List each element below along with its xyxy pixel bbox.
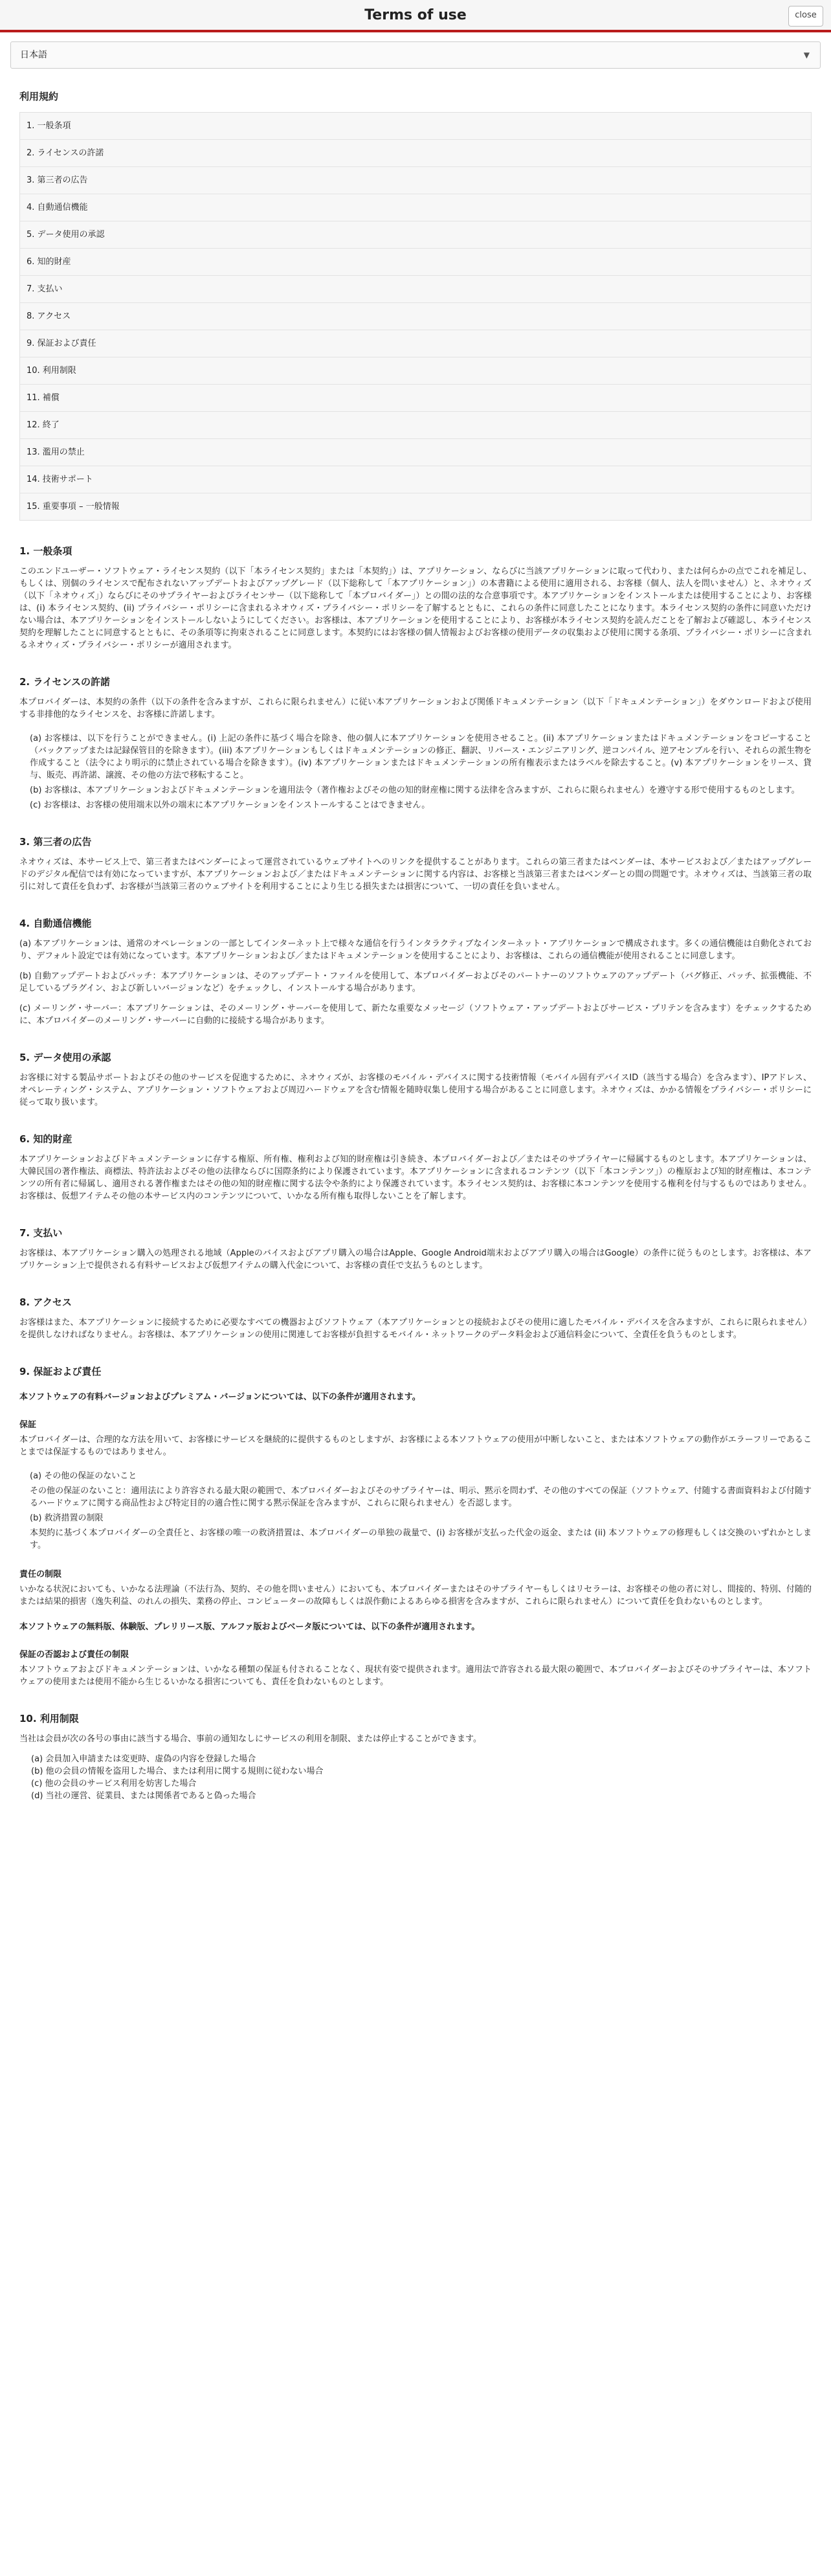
language-select[interactable]: [10, 41, 821, 69]
subheading: 保証の否認および責任の制限: [19, 1650, 129, 1660]
toc-item[interactable]: 12. 終了: [20, 412, 811, 439]
section-title: 9. 保証および責任: [19, 1366, 102, 1377]
toc-item[interactable]: 4. 自動通信機能: [20, 194, 811, 221]
section-title: 6. 知的財産: [19, 1133, 72, 1145]
clause-item: (b) 救済措置の制限: [30, 1513, 104, 1523]
section-paragraph: 当社は会員が次の各号の事由に該当する場合、事前の通知なしにサービスの利用を制限、または停止することができます。: [19, 1734, 482, 1744]
section-paragraph: ネオウィズは、本サービス上で、第三者またはベンダーによって運営されているウェブサイトへのリンクを提供することがあります。これらの第三者またはベンダーは、本サービスおよび／またはアップグレードのデジタル配信では有効になっていますが、本アプリケーションおよび／またはドキュメンテーションに関する内容は、お客様と当該第三者またはベンダーとの間の問題です。ネオウィズは、当該第三者の取引に対して責任を負わず、お客様が当該第三者のウェブサイトを利用することにより生じる損失または損害について、一切の責任を負いません。: [19, 857, 812, 892]
list-item: (c) 他の会員のサービス利用を妨害した場合: [31, 1779, 197, 1789]
chevron-down-icon: ▼: [803, 51, 810, 60]
clause-item: (a) その他の保証のないこと: [30, 1471, 137, 1481]
terms-content: [0, 89, 831, 1802]
toc-item[interactable]: 14. 技術サポート: [20, 466, 811, 493]
list-item: (d) 当社の運営、従業員、または関係者であると偽った場合: [31, 1791, 256, 1801]
toc-item[interactable]: 10. 利用制限: [20, 357, 811, 385]
language-selector-wrap: [0, 32, 831, 75]
section-paragraph: 本プロバイダーは、本契約の条件（以下の条件を含みますが、これらに限られません）に従い本アプリケーションおよび関係ドキュメンテーション（以下「ドキュメンテーション」）をダウンロードおよび使用する非排他的なライセンスを、お客様に許諾します。: [19, 697, 812, 719]
bottom-fade: [0, 2524, 831, 2576]
clause-item: (c) お客様は、お客様の使用端末以外の端末に本アプリケーションをインストールすることはできません。: [30, 800, 430, 810]
section-title: 5. データ使用の承認: [19, 1052, 111, 1063]
section-paragraph: このエンドユーザー・ソフトウェア・ライセンス契約（以下「本ライセンス契約」または「本契約」）は、アプリケーション、ならびに当該アプリケーションに取って代わり、または何らかの点でこれを補足し、もしくは、別個のライセンスで配布されないアップデートおよびアップグレード（以下総称して「本アプリケーション」）の本書籍による使用に適用される、お客様（個人、法人を問いません）と、ネオウィズ（以下「ネオウィズ」）ならびにそのサプライヤーおよびライセンサー（以下総称して「本プロバイダー」）との間の法的な合意事項です。本アプリケーションをインストールまたは使用することにより、お客様は、(i) 本ライセンス契約、(ii) プライバシー・ポリシーに含まれるネオウィズ・プライバシー・ポリシーを了解するとともに、これらの条件に同意したことになります。本ライセンス契約の条件に同意いただけない場合は、本アプリケーションをインストールしないようにしてください。お客様は、本アプリケーションを使用することにより、お客様が本ライセンス契約を読んだことを了解および確認し、本ライセンス契約を理解したことに同意するとともに、その条項等に拘束されることに同意します。本契約にはお客様の個人情報およびお客様の使用データの収集および使用に関する条項、プライバシー・ポリシーに含まれるネオウィズ・プライバシー・ポリシーが適用されます。: [19, 567, 812, 650]
section-paragraph: (b) 自動アップデートおよびパッチ：本アプリケーションは、そのアップデート・ファイルを使用して、本プロバイダーおよびそのパートナーのソフトウェアのアップデート（バグ修正、パッチ、拡張機能、不足しているプラグイン、および新しいバージョンなど）をチェックし、インストールする場合があります。: [19, 971, 812, 993]
section-title: 2. ライセンスの許諾: [19, 676, 111, 688]
section-title: 10. 利用制限: [19, 1713, 79, 1724]
toc-heading: 利用規約: [19, 91, 59, 102]
section-paragraph: (c) メーリング・サーバー：本アプリケーションは、そのメーリング・サーバーを使用して、新たな重要なメッセージ（ソフトウェア・アップデートおよびサービス・プリテンを含みます）をチェックするために、本プロバイダーのメーリング・サーバーに自動的に接続する場合があります。: [19, 1004, 812, 1026]
toc-item[interactable]: 9. 保証および責任: [20, 330, 811, 357]
clause-list: [19, 1470, 812, 1552]
section-title: 3. 第三者の広告: [19, 836, 92, 848]
list-item: (b) 他の会員の情報を盗用した場合、または利用に関する規則に従わない場合: [31, 1767, 324, 1776]
restriction-list: [19, 1753, 812, 1802]
toc-item[interactable]: 2. ライセンスの許諾: [20, 140, 811, 167]
section-paragraph: 本アプリケーションおよびドキュメンテーションに存する権原、所有権、権利および知的財産権は引き続き、本プロバイダーおよび／またはそのサプライヤーに帰属するものとします。本アプリケーションは、大韓民国の著作権法、商標法、特許法およびその他の法律ならびに国際条約により保護されています。本アプリケーションに含まれるコンテンツ（以下「本コンテンツ」）の権原および知的財産権は、本コンテンツの所有者に帰属し、適用される著作権またはその他の知的財産権に関する法令や条約により保護されています。本ライセンス契約は、お客様に本コンテンツを使用する権利を付与するものではありません。お客様は、仮想アイテムその他の本サービス内のコンテンツについて、いかなる所有権も取得しないことを了解します。: [19, 1155, 812, 1201]
subheading: 保証: [19, 1420, 37, 1430]
clause-item: (a) お客様は、以下を行うことができません。(i) 上記の条件に基づく場合を除き、他の個人に本アプリケーションを使用させること。(ii) 本アプリケーションまたはドキュメンテーションをコピーすること（バックアップまたは記録保管目的を除きます）。(iii) 本アプリケーションもしくはドキュメンテーションの修正、翻訳、リバース・エンジニアリング、逆コンパイル、逆アセンブルを行い、それらの派生物を作成すること（法令により明示的に禁止されている場合を除きます）。(iv) 本アプリケーションまたはドキュメンテーションの所有権表示またはラベルを除去すること。(v) 本アプリケーションをリース、貸与、販売、再許諾、譲渡、その他の方法で移転すること。: [30, 734, 812, 780]
section-paragraph: いかなる状況においても、いかなる法理論（不法行為、契約、その他を問いません）においても、本プロバイダーまたはそのサプライヤーもしくはリセラーは、お客様その他の者に対し、間接的、特別、付随的または結果的損害（逸失利益、のれんの損失、業務の停止、コンピューターの故障もしくは誤作動によるあらゆる損害を含みますが、これらに限られません）について責任を負わないものとします。: [19, 1585, 812, 1607]
clause-list: [19, 732, 812, 811]
clause-item: その他の保証のないこと：適用法により許容される最大限の範囲で、本プロバイダーおよびそのサプライヤーは、明示、黙示を問わず、その他のすべての保証（ソフトウェア、付随する書面資料および付随するハードウェアに関する商品性および特定目的の適合性に関する黙示保証を含みますが、これらに限られません）を否認します。: [30, 1486, 812, 1508]
section-paragraph: お客様はまた、本アプリケーションに接続するために必要なすべての機器およびソフトウェア（本アプリケーションとの接続およびその使用に適したモバイル・デバイスを含みますが、これらに限られません）を提供しなければなりません。お客様は、本アプリケーションの使用に関連してお客様が負担するモバイル・ネットワークのデータ料金および通信料金について、全責任を負うものとします。: [19, 1318, 812, 1340]
section-title: 8. アクセス: [19, 1296, 72, 1308]
section-paragraph: (a) 本アプリケーションは、通常のオペレーションの一部としてインターネット上で様々な通信を行うインタラクティブなインターネット・アプリケーションで構成されます。多くの通信機能は自動化されており、デフォルト設定では有効になっています。本アプリケーションおよび／またはドキュメンテーションを使用することにより、お客様は、これらの通信機能が使用されることに同意します。: [19, 939, 812, 961]
toc-item[interactable]: 13. 濫用の禁止: [20, 439, 811, 466]
toc-item[interactable]: 11. 補償: [20, 385, 811, 412]
toc-item[interactable]: 7. 支払い: [20, 276, 811, 303]
header-bar: [0, 0, 831, 32]
table-of-contents: [19, 112, 812, 521]
section-title: 4. 自動通信機能: [19, 918, 92, 929]
section-title: 1. 一般条項: [19, 545, 72, 557]
section-title: 7. 支払い: [19, 1227, 63, 1239]
bold-note: 本ソフトウェアの無料版、体験版、プレリリース版、アルファ版およびベータ版については、以下の条件が適用されます。: [19, 1622, 480, 1632]
language-selected-value: 日本語: [20, 50, 47, 60]
toc-item[interactable]: 3. 第三者の広告: [20, 167, 811, 194]
toc-item[interactable]: 5. データ使用の承認: [20, 221, 811, 249]
bold-note: 本ソフトウェアの有料バージョンおよびプレミアム・バージョンについては、以下の条件が適用されます。: [19, 1392, 421, 1402]
section-paragraph: 本ソフトウェアおよびドキュメンテーションは、いかなる種類の保証も付されることなく、現状有姿で提供されます。適用法で許容される最大限の範囲で、本プロバイダーおよびそのサプライヤーは、本ソフトウェアの使用または使用不能から生じるいかなる損害についても、責任を負わないものとします。: [19, 1665, 812, 1687]
toc-item[interactable]: 8. アクセス: [20, 303, 811, 330]
clause-item: 本契約に基づく本プロバイダーの全責任と、お客様の唯一の救済措置は、本プロバイダーの単独の裁量で、(i) お客様が支払った代金の返金、または (ii) 本ソフトウェアの修理もしくは交換のいずれかとします。: [30, 1528, 812, 1550]
clause-item: (b) お客様は、本アプリケーションおよびドキュメンテーションを適用法令（著作権およびその他の知的財産権に関する法律を含みますが、これらに限られません）を遵守する形で使用するものとします。: [30, 785, 800, 795]
list-item: (a) 会員加入申請または変更時、虚偽の内容を登録した場合: [31, 1754, 256, 1764]
section-paragraph: お客様に対する製品サポートおよびその他のサービスを促進するために、ネオウィズが、お客様のモバイル・デバイスに関する技術情報（モバイル固有デバイスID（該当する場合）を含みます）、IPアドレス、オペレーティング・システム、アプリケーション・ソフトウェアおよび周辺ハードウェアを含む情報を随時収集し使用する場合があることに同意します。ネオウィズは、かかる情報をプライバシー・ポリシーに従って取り扱います。: [19, 1073, 812, 1107]
toc-item[interactable]: 6. 知的財産: [20, 249, 811, 276]
toc-item[interactable]: 15. 重要事項 – 一般情報: [27, 502, 120, 512]
close-button[interactable]: close: [788, 6, 823, 27]
page-title: Terms of use: [364, 7, 467, 23]
section-paragraph: 本プロバイダーは、合理的な方法を用いて、お客様にサービスを継続的に提供するものとしますが、お客様による本ソフトウェアの使用が中断しないこと、または本ソフトウェアの動作がエラーフリーであることまでは保証するものではありません。: [19, 1435, 812, 1457]
subheading: 責任の制限: [19, 1570, 62, 1579]
toc-item[interactable]: 1. 一般条項: [20, 113, 811, 140]
section-paragraph: お客様は、本アプリケーション購入の処理される地域（Appleのバイスおよびアプリ購入の場合はApple、Google Android端末およびアプリ購入の場合はGoogle）の条件に従うものとします。お客様は、本アプリケーション上で提供される有料サービスおよび仮想アイテムの購入代金について、お客様の責任で支払うものとします。: [19, 1248, 812, 1271]
